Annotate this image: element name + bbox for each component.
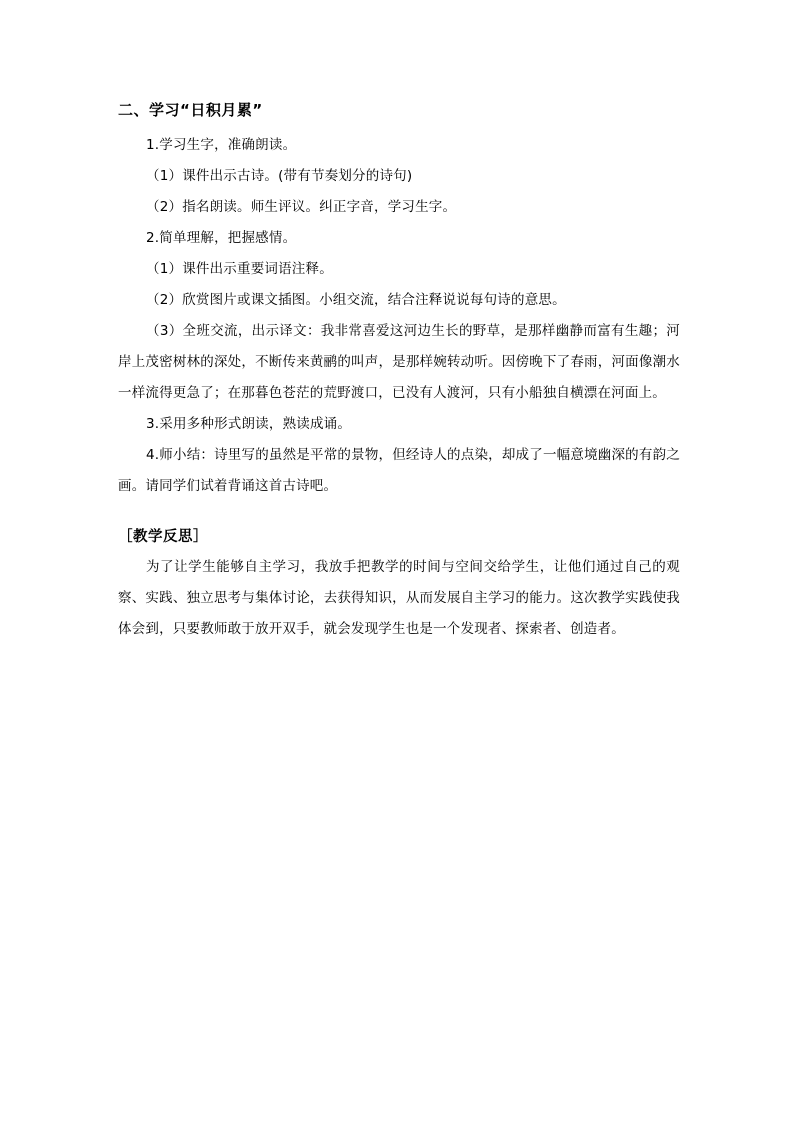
section-heading: 二、学习“日积月累” — [118, 101, 263, 119]
step-1-1-paragraph: （1）课件出示古诗。(带有节奏划分的诗句) — [146, 168, 413, 184]
reflection-section — [118, 524, 680, 645]
step-2-1-paragraph: （1）课件出示重要词语注释。 — [146, 261, 333, 277]
step-2-3-paragraph: （3）全班交流，出示译文：我非常喜爱这河边生长的野草，是那样幽静而富有生趣；河岸上茂密树林的深处，不断传来黄鹂的叫声，是那样婉转动听。因傍晚下了春雨，河面像潮水一样流得更急了；在那暮色苍茫的荒野渡口，已没有人渡河，只有小船独自横漂在河面上。 — [118, 323, 680, 401]
reflection-paragraph: 为了让学生能够自主学习，我放手把教学的时间与空间交给学生，让他们通过自己的观察、实践、独立思考与集体讨论，去获得知识，从而发展自主学习的能力。这次教学实践使我体会到，只要教师敢于放开双手，就会发现学生也是一个发现者、探索者、创造者。 — [118, 559, 680, 637]
step-2-2-paragraph: （2）欣赏图片或课文插图。小组交流，结合注释说说每句诗的意思。 — [146, 292, 566, 308]
reflection-title: ［教学反思］ — [118, 529, 208, 545]
step-1-paragraph: 1.学习生字，准确朗读。 — [146, 137, 297, 153]
step-2-paragraph: 2.简单理解，把握感情。 — [146, 230, 297, 246]
document-content — [118, 98, 680, 645]
step-4-paragraph: 4.师小结：诗里写的虽然是平常的景物，但经诗人的点染，却成了一幅意境幽深的有韵之画。请同学们试着背诵这首古诗吧。 — [118, 447, 680, 494]
step-1-2-paragraph: （2）指名朗读。师生评议。纠正字音，学习生字。 — [146, 199, 457, 215]
step-3-paragraph: 3.采用多种形式朗读，熟读成诵。 — [146, 416, 352, 432]
